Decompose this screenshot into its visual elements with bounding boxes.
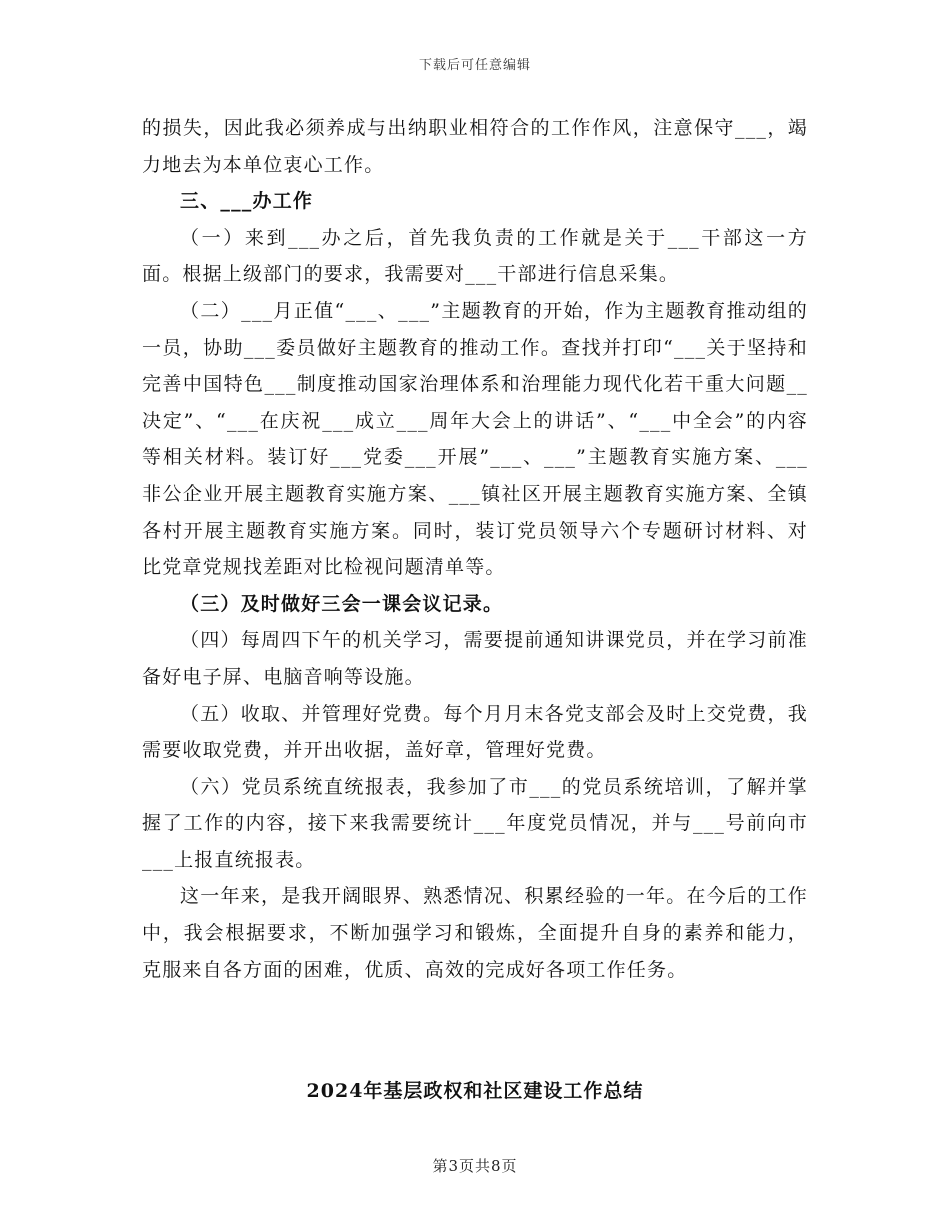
list-item-6: （六）党员系统直统报表，我参加了市___的党员系统培训，了解并掌握了工作的内容，接下来我需要统计___年度党员情况，并与___号前向市___上报直统报表。 <box>142 775 808 871</box>
list-item-2: （二）___月正值“___、___”主题教育的开始，作为主题教育推动组的一员，协助___委员做好主题教育的推动工作。查找并打印“___关于坚持和完善中国特色___制度推动国家治理体系和治理能力现代化若干重大问题__决定”、“___在庆祝___成立___周年大会上的讲话”、“___中全会”的内容等相关材料。装订好___党委___开展”___、___”主题教育实施方案、___非公企业开展主题教育实施方案、___镇社区开展主题教育实施方案、全镇各村开展主题教育实施方案。同时，装订党员领导六个专题研讨材料、对比党章党规找差距对比检视问题清单等。 <box>142 299 808 579</box>
paragraph-continuation: 的损失，因此我必须养成与出纳职业相符合的工作作风，注意保守___，竭力地去为本单位衷心工作。 <box>142 117 808 176</box>
list-item-3: （三）及时做好三会一课会议记录。 <box>180 592 504 615</box>
page-header-note: 下载后可任意编辑 <box>418 58 531 73</box>
section-heading-3: 三、___办工作 <box>180 190 314 213</box>
list-item-1: （一）来到___办之后，首先我负责的工作就是关于___干部这一方面。根据上级部门的要求，我需要对___干部进行信息采集。 <box>142 226 808 286</box>
document-body <box>142 110 808 988</box>
next-document-title: 2024年基层政权和社区建设工作总结 <box>306 1080 644 1102</box>
conclusion-paragraph: 这一年来，是我开阔眼界、熟悉情况、积累经验的一年。在今后的工作中，我会根据要求，不断加强学习和锻炼，全面提升自身的素养和能力，克服来自各方面的困难，优质、高效的完成好各项工作任务。 <box>142 885 808 981</box>
page-number-footer: 第3页共8页 <box>432 1157 518 1175</box>
list-item-5: （五）收取、并管理好党费。每个月月末各党支部会及时上交党费，我需要收取党费，并开出收据，盖好章，管理好党费。 <box>142 702 808 762</box>
list-item-4: （四）每周四下午的机关学习，需要提前通知讲课党员，并在学习前准备好电子屏、电脑音响等设施。 <box>142 629 808 688</box>
